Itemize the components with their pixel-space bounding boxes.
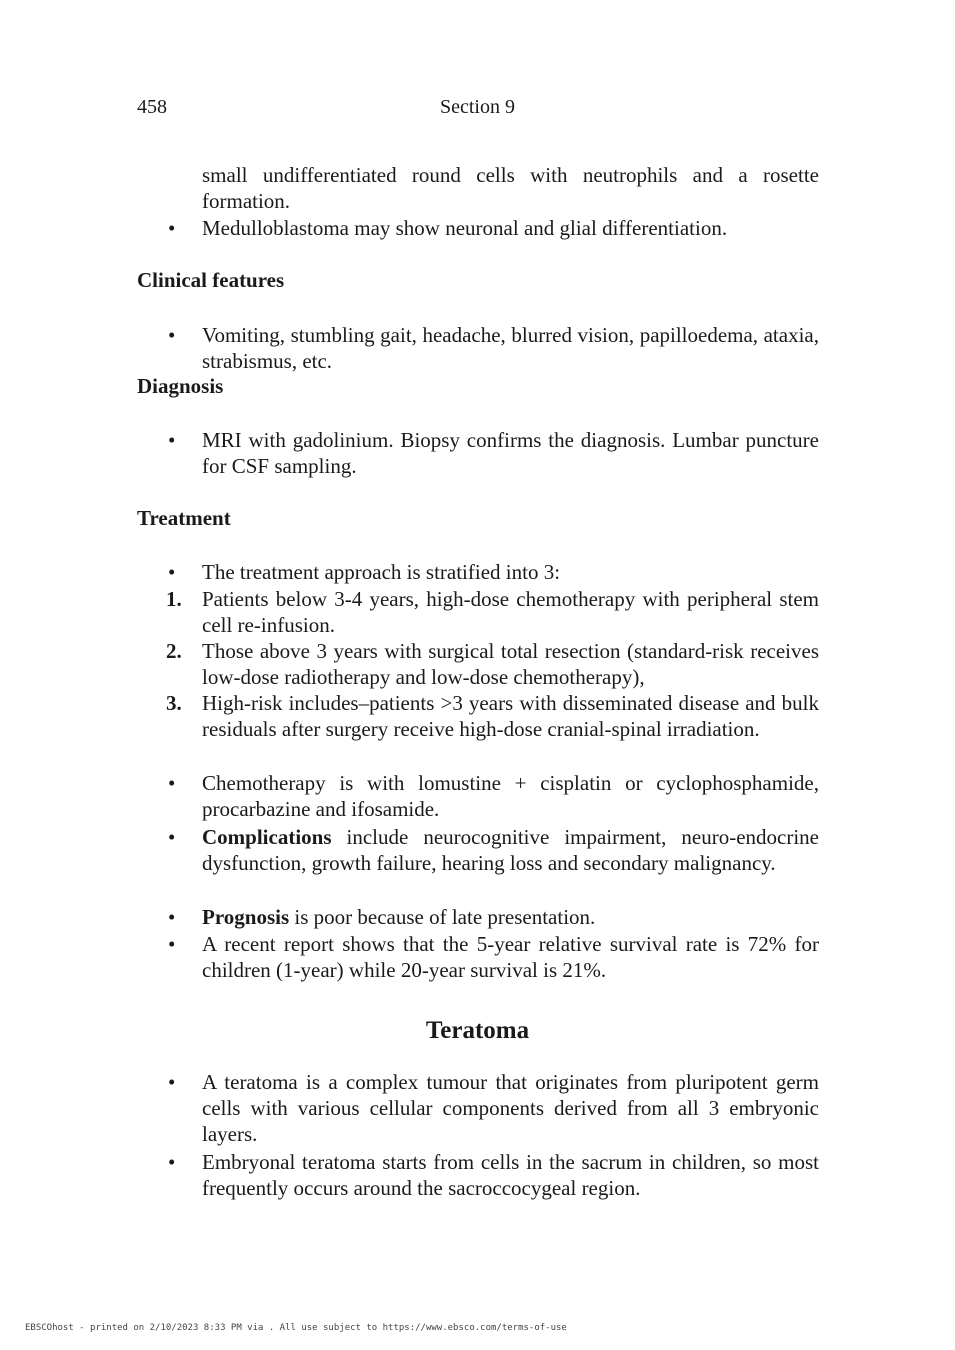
section-heading-clinical: Clinical features [137, 268, 285, 292]
running-header: Section 9 [440, 96, 515, 118]
bullet-marker: • [168, 825, 176, 849]
term-prognosis: Prognosis [202, 905, 290, 929]
list-item: A recent report shows that the 5-year relative survival rate is 72% for children (1-year) while 20-year survival is 21%. [202, 932, 819, 982]
list-number: 3. [166, 691, 182, 715]
numbered-item: High-risk includes–patients >3 years with disseminated disease and bulk residuals after surgery receive high-dose cranial-spinal irradiation. [202, 691, 819, 741]
list-item: Vomiting, stumbling gait, headache, blurred vision, papilloedema, ataxia, strabismus, etc. [202, 323, 819, 373]
numbered-item: Those above 3 years with surgical total resection (standard-risk receives low-dose radiotherapy and low-dose chemotherapy), [202, 639, 819, 689]
list-item: Medulloblastoma may show neuronal and glial differentiation. [202, 216, 728, 240]
list-number: 2. [166, 639, 182, 663]
section-title-teratoma: Teratoma [425, 1017, 530, 1044]
bullet-marker: • [168, 216, 176, 240]
section-heading-diagnosis: Diagnosis [137, 374, 224, 398]
bullet-marker: • [168, 1070, 176, 1094]
paragraph-continuation: small undifferentiated round cells with neutrophils and a rosette formation. [202, 163, 819, 213]
list-item: A teratoma is a complex tumour that originates from pluripotent germ cells with various cellular components derived from all 3 embryonic layers. [202, 1070, 819, 1146]
section-heading-treatment: Treatment [137, 506, 231, 530]
bullet-marker: • [168, 323, 176, 347]
bullet-marker: • [168, 1150, 176, 1174]
bullet-marker: • [168, 560, 176, 584]
bullet-marker: • [168, 932, 176, 956]
list-item [202, 904, 819, 930]
complications-text: include neurocognitive impairment, neuro-endocrine dysfunction, growth failure, hearing loss and secondary malignancy. [202, 825, 819, 875]
list-item: Chemotherapy is with lomustine + cisplatin or cyclophosphamide, procarbazine and ifosamide. [202, 771, 819, 821]
bullet-marker: • [168, 771, 176, 795]
list-item: The treatment approach is stratified into 3: [202, 560, 561, 584]
list-item: Embryonal teratoma starts from cells in the sacrum in children, so most frequently occurs around the sacroccocygeal region. [202, 1150, 819, 1200]
list-item: MRI with gadolinium. Biopsy confirms the diagnosis. Lumbar puncture for CSF sampling. [202, 428, 819, 478]
page-number: 458 [137, 96, 167, 118]
list-item [202, 824, 819, 876]
numbered-item: Patients below 3-4 years, high-dose chemotherapy with peripheral stem cell re-infusion. [202, 587, 819, 637]
print-footer: EBSCOhost - printed on 2/10/2023 8:33 PM via . All use subject to https://www.ebsco.com/terms-of-use [25, 1323, 567, 1333]
prognosis-text: is poor because of late presentation. [289, 905, 596, 929]
bullet-marker: • [168, 905, 176, 929]
term-complications: Complications [202, 825, 332, 849]
list-number: 1. [166, 587, 182, 611]
bullet-marker: • [168, 428, 176, 452]
